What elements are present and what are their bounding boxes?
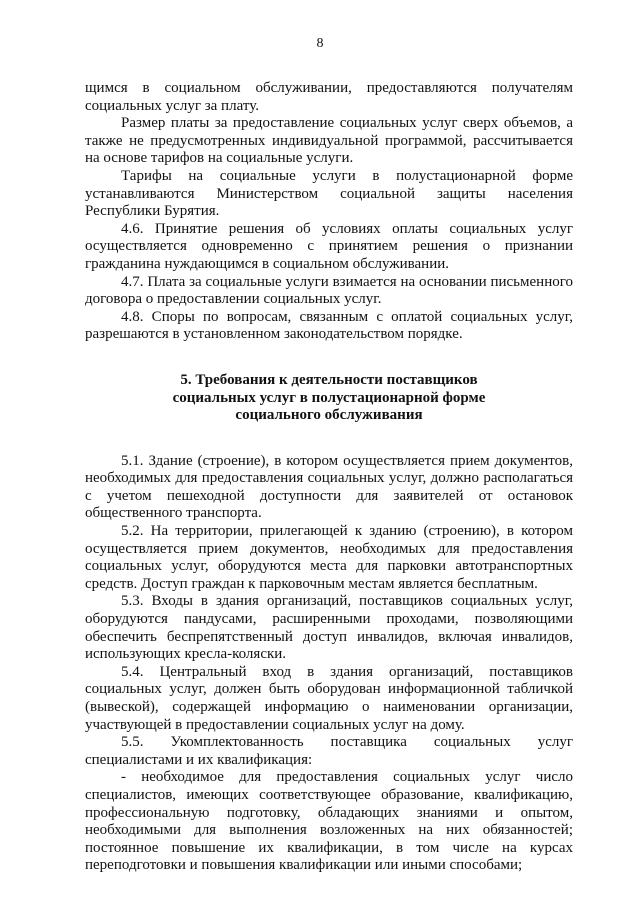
paragraph: 5.4. Центральный вход в здания организаций, поставщиков социальных услуг, должен быть оборудован информационной табличкой (вывеской), содержащей информацию о наименовании организации, участвующей в предоставлении социальных услуг на дому. bbox=[85, 663, 573, 733]
section-heading-line: социального обслуживания bbox=[235, 407, 423, 424]
document-body bbox=[85, 80, 573, 875]
paragraph: 5.1. Здание (строение), в котором осуществляется прием документов, необходимых для предоставления социальных услуг, должно располагаться с учетом пешеходной доступности для заявителей от остановок общественного транспорта. bbox=[85, 452, 573, 522]
paragraph: 5.2. На территории, прилегающей к зданию (строению), в котором осуществляется прием документов, необходимых для предоставления социальных услуг, оборудуются места для парковки автотранспортных средств. Доступ граждан к парковочным местам является бесплатным. bbox=[85, 523, 573, 592]
section-heading-line: 5. Требования к деятельности поставщиков bbox=[180, 371, 478, 388]
paragraph: 4.6. Принятие решения об условиях оплаты социальных услуг осуществляется одновременно с принятием решения о признании гражданина нуждающимся в социальном обслуживании. bbox=[85, 220, 573, 272]
paragraph: 4.7. Плата за социальные услуги взимается на основании письменного договора о предоставлении социальных услуг. bbox=[85, 273, 573, 308]
section-heading bbox=[85, 372, 573, 425]
paragraph: щимся в социальном обслуживании, предоставляются получателям социальных услуг за плату. bbox=[85, 80, 573, 114]
paragraph: Тарифы на социальные услуги в полустационарной форме устанавливаются Министерством социальной защиты населения Республики Бурятия. bbox=[85, 167, 573, 220]
paragraph: 4.8. Споры по вопросам, связанным с оплатой социальных услуг, разрешаются в установленном законодательством порядке. bbox=[85, 308, 573, 343]
paragraph: Размер платы за предоставление социальных услуг сверх объемов, а также не предусмотренных индивидуальной программой, рассчитывается на основе тарифов на социальные услуги. bbox=[85, 115, 573, 167]
page-number: 8 bbox=[316, 36, 324, 51]
paragraph: - необходимое для предоставления социальных услуг число специалистов, имеющих соответствующее образование, квалификацию, профессиональную подготовку, обладающих знаниями и опытом, необходимыми для выполнения возложенных на них обязанностей; постоянное повышение их квалификации, в том числе на курсах переподготовки и повышения квалификации или иными способами; bbox=[85, 769, 573, 874]
paragraph: 5.5. Укомплектованность поставщика социальных услуг специалистами и их квалификация: bbox=[85, 734, 573, 768]
paragraph: 5.3. Входы в здания организаций, поставщиков социальных услуг, оборудуются пандусами, расширенными проходами, позволяющими обеспечить беспрепятственный доступ инвалидов, включая инвалидов, использующих кресла-коляски. bbox=[85, 593, 573, 663]
section-heading-line: социальных услуг в полустационарной форме bbox=[172, 389, 486, 406]
